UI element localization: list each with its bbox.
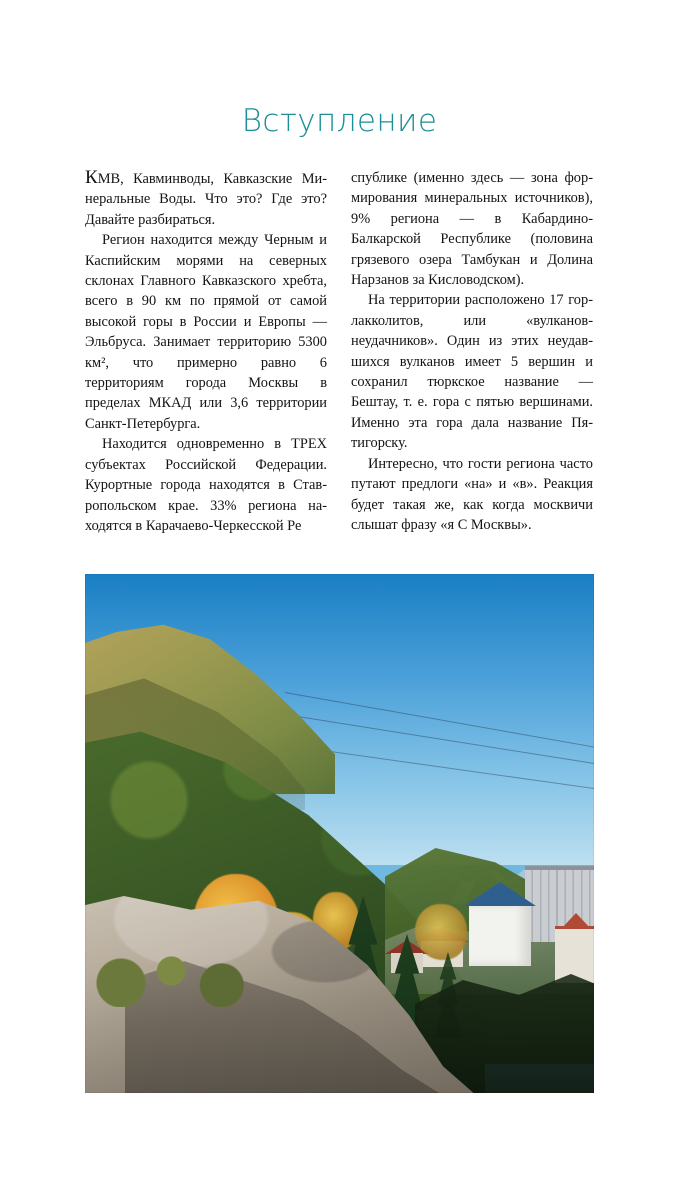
paragraph: спублике (именно здесь — зона формирования минеральных источников), 9% региона — в Кабардино-Балкарской Республике (половина грязевого озера Тамбукан и Долина Нарзанов за Кисловодском). [351, 170, 593, 289]
autumn-tree [415, 904, 467, 960]
body-columns [85, 168, 594, 536]
text-column-left [85, 168, 327, 536]
paragraph: КМВ, Кавминводы, Кавказские Минеральные Воды. Что это? Где это? Давайте разбираться. [85, 167, 327, 228]
paragraph: Регион находится между Черным и Каспийским морями на северных склонах Главного Кавказского хребта, всего в 90 км по прямой от самой высокой горы в России и Европы — Эльбруса. Занимает территорию 5300 км², что примерно равно 6 территориям города Москвы в пределах МКАД или 3,6 территории Санкт-Петербурга. [85, 232, 327, 432]
paragraph: На территории расположено 17 гор-лакколитов, или «вулканов-неудачников». Один из этих неудавшихся вулканов имеет 5 вершин и сохранил тюркское название — Бештау, т. е. гора с пятью вершинами. Именно эта гора дала название Пятигорску. [351, 292, 593, 452]
paragraph: Находится одновременно в ТРЕХ субъектах Российской Федерации. Курортные города находятся в Ставропольском крае. 33% региона находятся в Карачаево-Черкесской Ре [85, 436, 327, 534]
text-column-right [351, 168, 593, 536]
page-title: Вступление [241, 103, 438, 139]
white-house [469, 904, 531, 966]
tower-building [555, 926, 594, 983]
photo-mountain-town [85, 574, 594, 1093]
foreground-scrub [85, 947, 265, 1007]
paragraph: Интересно, что гости региона часто путают предлоги «на» и «в». Реакция будет такая же, как когда москвичи слышат фразу «я С Москвы». [351, 455, 593, 533]
